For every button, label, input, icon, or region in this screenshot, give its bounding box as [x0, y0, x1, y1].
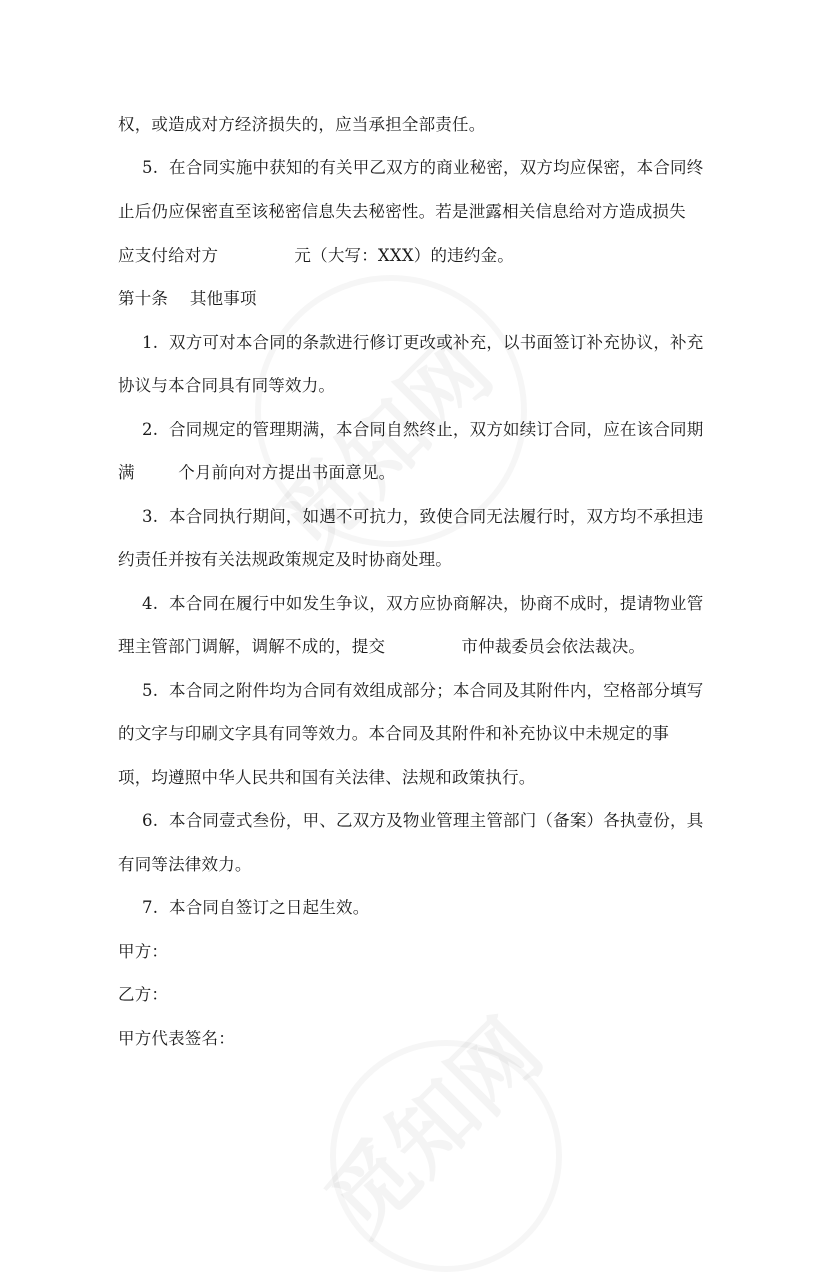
paragraph-line: 满 个月前向对方提出书面意见。: [118, 463, 396, 482]
clause-item: 5. 本合同之附件均为合同有效组成部分；本合同及其附件内，空格部分填写: [142, 681, 704, 700]
signature-party-b: 乙方：: [118, 985, 169, 1004]
clause-item: 4. 本合同在履行中如发生争议，双方应协商解决，协商不成时，提请物业管: [142, 594, 704, 613]
clause-item: 2. 合同规定的管理期满，本合同自然终止，双方如续订合同，应在该合同期: [142, 420, 704, 439]
clause-item: 5. 在合同实施中获知的有关甲乙双方的商业秘密，双方均应保密，本合同终: [142, 158, 704, 177]
paragraph-line: 理主管部门调解，调解不成的，提交 市仲裁委员会依法裁决。: [118, 637, 646, 656]
paragraph-line: 的文字与印刷文字具有同等效力。本合同及其附件和补充协议中未规定的事: [118, 724, 670, 743]
section-heading: 第十条 其他事项: [118, 289, 257, 308]
clause-item: 6. 本合同壹式叁份，甲、乙双方及物业管理主管部门（备案）各执壹份，具: [142, 811, 704, 830]
paragraph-line: 权，或造成对方经济损失的，应当承担全部责任。: [118, 115, 486, 134]
signature-representative: 甲方代表签名：: [118, 1029, 235, 1048]
clause-item: 7. 本合同自签订之日起生效。: [142, 898, 370, 917]
paragraph-line: 约责任并按有关法规政策规定及时协商处理。: [118, 550, 452, 569]
paragraph-line: 应支付给对方 元（大写：XXX）的违约金。: [118, 246, 514, 265]
clause-item: 3. 本合同执行期间，如遇不可抗力，致使合同无法履行时，双方均不承担违: [142, 507, 704, 526]
signature-party-a: 甲方：: [118, 942, 169, 961]
clause-item: 1. 双方可对本合同的条款进行修订更改或补充，以书面签订补充协议，补充: [142, 333, 704, 352]
paragraph-line: 有同等法律效力。: [118, 855, 252, 874]
paragraph-line: 协议与本合同具有同等效力。: [118, 376, 336, 395]
paragraph-line: 项，均遵照中华人民共和国有关法律、法规和政策执行。: [118, 768, 536, 787]
paragraph-line: 止后仍应保密直至该秘密信息失去秘密性。若是泄露相关信息给对方造成损失: [118, 202, 686, 221]
